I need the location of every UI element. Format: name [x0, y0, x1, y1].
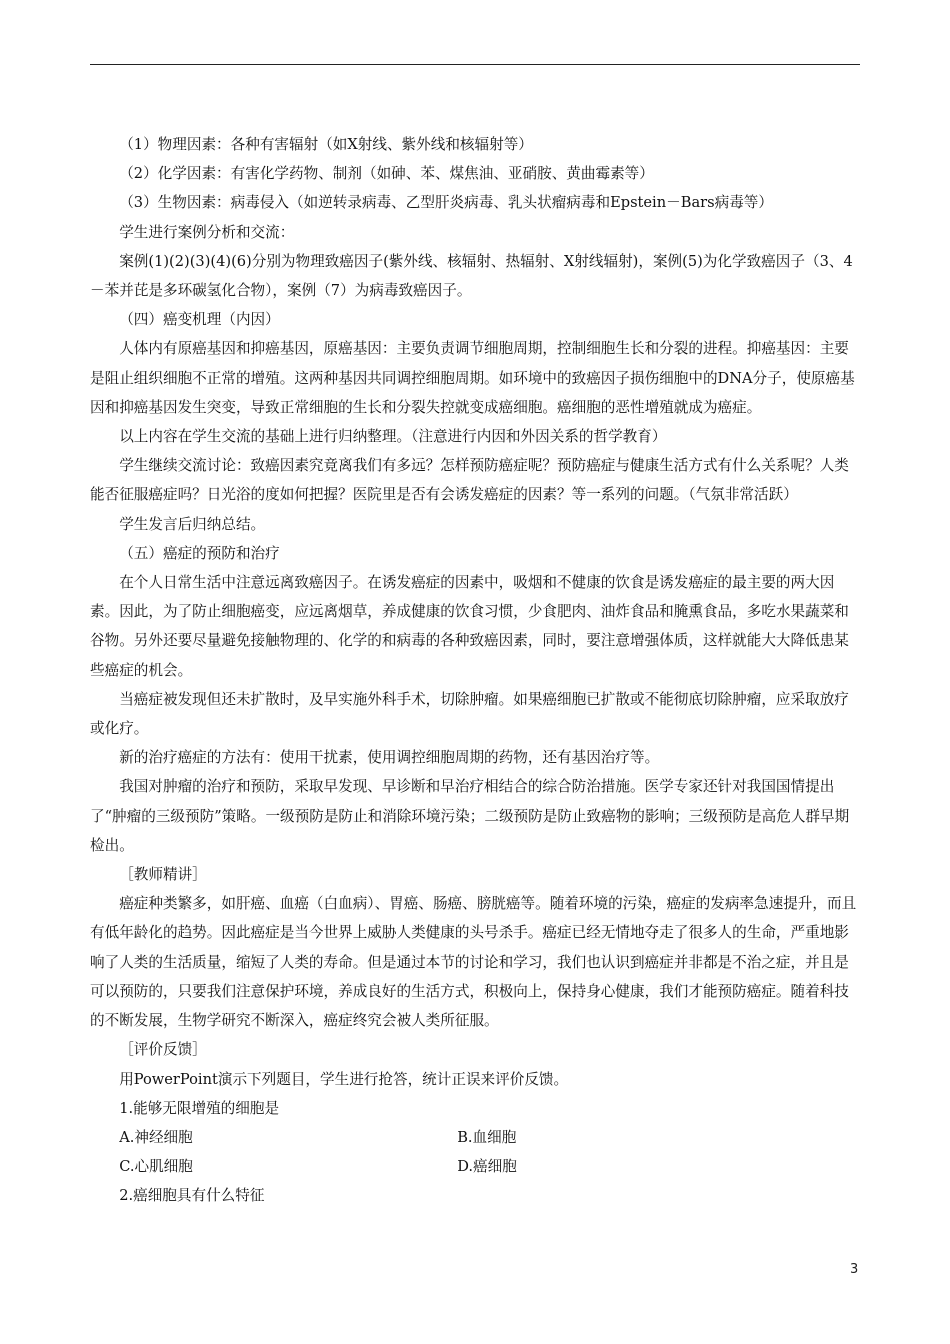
paragraph: 案例(1)(2)(3)(4)(6)分别为物理致癌因子(紫外线、核辐射、热辐射、X射线辐射)，案例(5)为化学致癌因子（3、4－苯并芘是多环碳氢化合物），案例（7）为病毒致癌因子。 — [90, 252, 853, 300]
question-stem: 2.癌细胞具有什么特征 — [119, 1187, 265, 1205]
section-heading: ［教师精讲］ — [119, 866, 207, 884]
option-b: B.血细胞 — [457, 1128, 517, 1146]
header-rule — [90, 64, 860, 65]
question-stem: 1.能够无限增殖的细胞是 — [119, 1099, 280, 1117]
option-a: A.神经细胞 — [119, 1128, 193, 1146]
paragraph: 学生继续交流讨论：致癌因素究竟离我们有多远？怎样预防癌症呢？预防癌症与健康生活方式有什么关系呢？人类能否征服癌症吗？日光浴的度如何把握？医院里是否有会诱发癌症的因素？等一系列的问题。（气氛非常活跃） — [90, 457, 849, 504]
paragraph: 以上内容在学生交流的基础上进行归纳整理。（注意进行内因和外因关系的哲学教育） — [119, 428, 667, 446]
paragraph: （2）化学因素：有害化学药物、制剂（如砷、苯、煤焦油、亚硝胺、黄曲霉素等） — [119, 165, 654, 183]
question-options-row — [90, 1123, 860, 1152]
section-heading: （五）癌症的预防和治疗 — [119, 544, 280, 562]
paragraph: 人体内有原癌基因和抑癌基因，原癌基因：主要负责调节细胞周期，控制细胞生长和分裂的进程。抑癌基因：主要是阻止组织细胞不正常的增殖。这两种基因共同调控细胞周期。如环境中的致癌因子损伤细胞中的DNA分子，使原癌基因和抑癌基因发生突变，导致正常细胞的生长和分裂失控就变成癌细胞。癌细胞的恶性增殖就成为癌症。 — [90, 340, 855, 416]
paragraph: 新的治疗癌症的方法有：使用干扰素，使用调控细胞周期的药物，还有基因治疗等。 — [119, 749, 660, 767]
question-options-row — [90, 1152, 860, 1181]
option-c: C.心肌细胞 — [119, 1158, 193, 1176]
section-heading: ［评价反馈］ — [119, 1041, 207, 1059]
paragraph: （3）生物因素：病毒侵入（如逆转录病毒、乙型肝炎病毒、乳头状瘤病毒和Epstein－Bars病毒等） — [119, 194, 773, 212]
paragraph: （1）物理因素：各种有害辐射（如X射线、紫外线和核辐射等） — [119, 136, 533, 153]
paragraph: 学生发言后归纳总结。 — [119, 515, 266, 533]
paragraph: 学生进行案例分析和交流： — [119, 223, 295, 241]
paragraph: 在个人日常生活中注意远离致癌因子。在诱发癌症的因素中，吸烟和不健康的饮食是诱发癌症的最主要的两大因素。因此，为了防止细胞癌变，应远离烟草，养成健康的饮食习惯，少食肥肉、油炸食品和腌熏食品，多吃水果蔬菜和谷物。另外还要尽量避免接触物理的、化学的和病毒的各种致癌因素，同时，要注意增强体质，这样就能大大降低患某些癌症的机会。 — [90, 574, 849, 679]
section-heading: （四）癌变机理（内因） — [119, 311, 280, 329]
paragraph: 当癌症被发现但还未扩散时，及早实施外科手术，切除肿瘤。如果癌细胞已扩散或不能彻底切除肿瘤，应采取放疗或化疗。 — [90, 690, 849, 738]
paragraph: 我国对肿瘤的治疗和预防，采取早发现、早诊断和早治疗相结合的综合防治措施。医学专家还针对我国国情提出了“肿瘤的三级预防”策略。一级预防是防止和消除环境污染；二级预防是防止致癌物的影响；三级预防是高危人群早期检出。 — [90, 778, 850, 854]
paragraph: 癌症种类繁多，如肝癌、血癌（白血病）、胃癌、肠癌、膀胱癌等。随着环境的污染，癌症的发病率急速提升，而且有低年龄化的趋势。因此癌症是当今世界上威胁人类健康的头号杀手。癌症已经无情地夺走了很多人的生命，严重地影响了人类的生活质量，缩短了人类的寿命。但是通过本节的讨论和学习，我们也认识到癌症并非都是不治之症，并且是可以预防的，只要我们注意保护环境，养成良好的生活方式，积极向上，保持身心健康，我们才能预防癌症。随着科技的不断发展，生物学研究不断深入，癌症终究会被人类所征服。 — [90, 895, 857, 1030]
option-d: D.癌细胞 — [457, 1158, 517, 1176]
page-number: 3 — [850, 1262, 859, 1277]
paragraph: 用PowerPoint演示下列题目，学生进行抢答，统计正误来评价反馈。 — [119, 1070, 569, 1088]
document-body — [90, 130, 860, 1211]
